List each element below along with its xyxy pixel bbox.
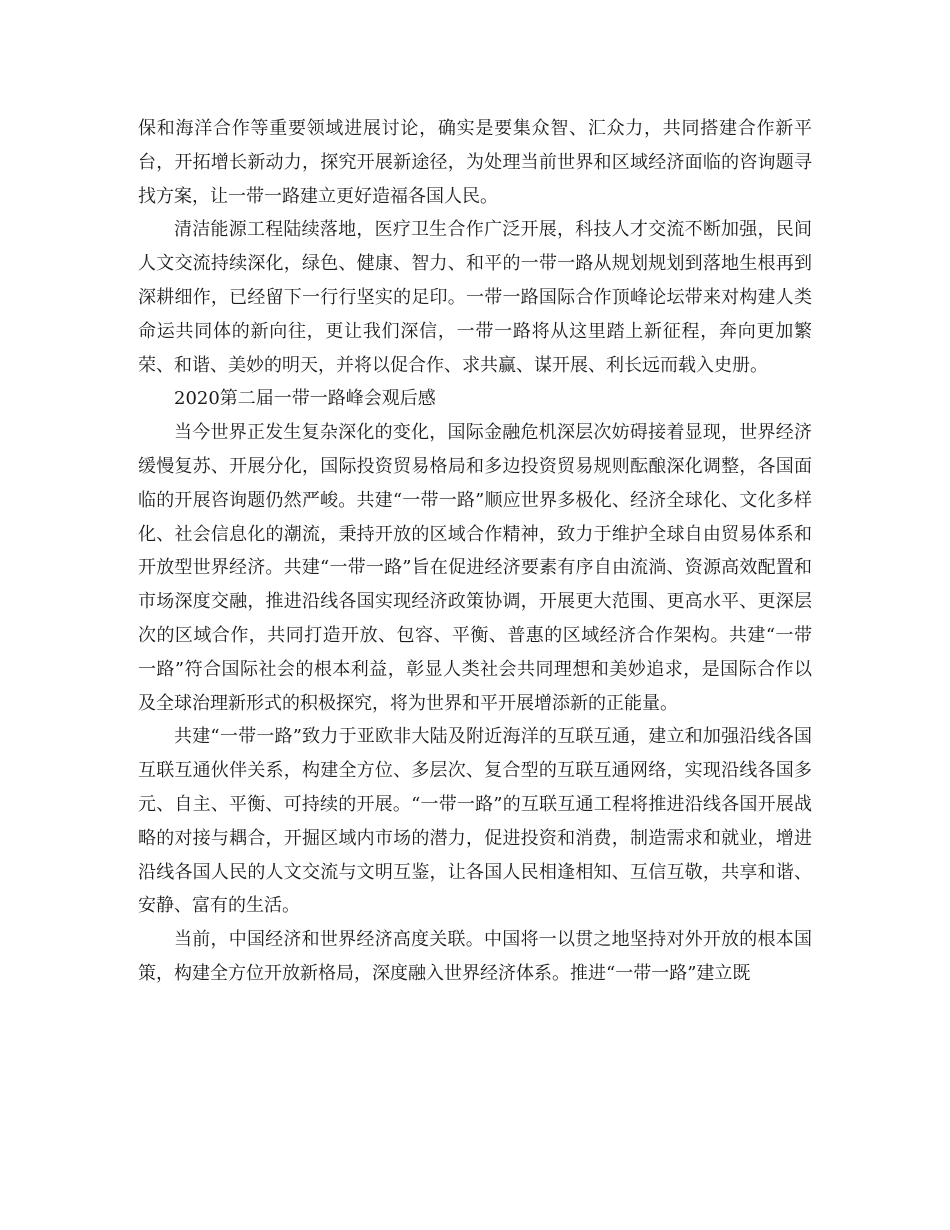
section-heading: 2020第二届一带一路峰会观后感 [174,388,436,410]
paragraph-continued: 保和海洋合作等重要领域进展讨论，确实是要集众智、汇众力，共同搭建合作新平台，开拓增长新动力，探究开展新途径，为处理当前世界和区域经济面临的咨询题寻找方案，让一带一路建立更好造福各国人民。 [138,118,812,207]
paragraph: 当前，中国经济和世界经济高度关联。中国将一以贯之地坚持对外开放的根本国策，构建全方位开放新格局，深度融入世界经济体系。推进“一带一路”建立既 [138,929,812,984]
paragraph: 清洁能源工程陆续落地，医疗卫生合作广泛开展，科技人才交流不断加强，民间人文交流持续深化，绿色、健康、智力、和平的一带一路从规划规划到落地生根再到深耕细作，已经留下一行行坚实的足印。一带一路国际合作顶峰论坛带来对构建人类命运共同体的新向往，更让我们深信，一带一路将从这里踏上新征程，奔向更加繁荣、和谐、美妙的明天，并将以促合作、求共赢、谋开展、利长远而载入史册。 [138,219,812,376]
article-body [138,112,812,991]
paragraph: 共建“一带一路”致力于亚欧非大陆及附近海洋的互联互通，建立和加强沿线各国互联互通伙伴关系，构建全方位、多层次、复合型的互联互通网络，实现沿线各国多元、自主、平衡、可持续的开展。“一带一路”的互联互通工程将推进沿线各国开展战略的对接与耦合，开掘区域内市场的潜力，促进投资和消费，制造需求和就业，增进沿线各国人民的人文交流与文明互鉴，让各国人民相逢相知、互信互敬，共享和谐、安静、富有的生活。 [138,726,812,917]
paragraph: 当今世界正发生复杂深化的变化，国际金融危机深层次妨碍接着显现，世界经济缓慢复苏、开展分化，国际投资贸易格局和多边投资贸易规则酝酿深化调整，各国面临的开展咨询题仍然严峻。共建“一带一路”顺应世界多极化、经济全球化、文化多样化、社会信息化的潮流，秉持开放的区域合作精神，致力于维护全球自由贸易体系和开放型世界经济。共建“一带一路”旨在促进经济要素有序自由流淌、资源高效配置和市场深度交融，推进沿线各国实现经济政策协调，开展更大范围、更高水平、更深层次的区域合作，共同打造开放、包容、平衡、普惠的区域经济合作架构。共建“一带一路”符合国际社会的根本利益，彰显人类社会共同理想和美妙追求，是国际合作以及全球治理新形式的积极探究，将为世界和平开展增添新的正能量。 [138,422,812,714]
